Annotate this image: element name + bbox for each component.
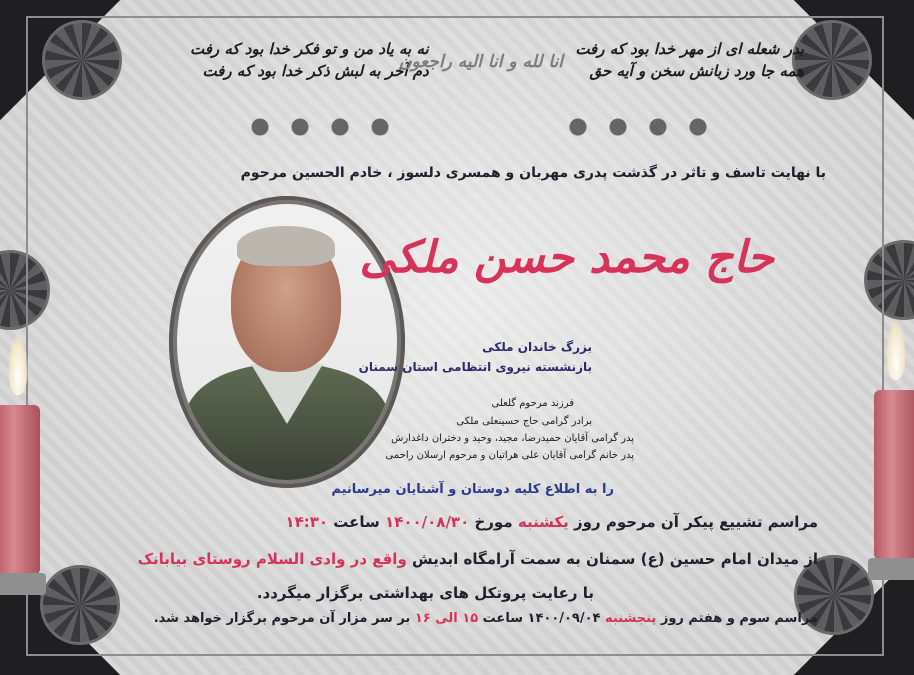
family-line: فرزند مرحوم گلعلی [491,398,574,409]
deceased-name: حاج محمد حسن ملکی [359,232,774,283]
ceremony-text: مراسم سوم و هفتم روز [660,611,818,626]
ceremony-line-3: با رعایت پروتکل های بهداشتی برگزار میگردد. [256,584,594,602]
ceremony-time: ۱۴:۳۰ [285,513,329,531]
quran-calligraphy: انا لله و انا الیه راجعون [398,52,564,72]
candle-icon [874,380,914,580]
ceremony-time-range: ۱۵ الی ۱۶ [414,611,479,626]
family-line: برادر گرامی حاج حسینعلی ملکی [456,416,592,427]
family-line: پدر گرامی آقایان حمیدرضا، مجید، وحید و دختران داغدارش [391,433,634,444]
family-line: پدر خانم گرامی آقایان علی هراتیان و مرحوم ارسلان راحمی [385,450,634,461]
ceremony-day: پنجشنبه [605,611,657,626]
title-line: بزرگ خاندان ملکی [482,340,592,354]
intro-text: با نهایت تاسف و تاثر در گذشت پدری مهربان و همسری دلسوز ، خادم الحسین مرحوم [240,165,826,181]
ceremony-text: مورخ [474,513,513,531]
poem-line: همه جا ورد زبانش سخن و آیه حق [589,62,804,80]
ceremony-date: ۱۴۰۰/۰۹/۰۴ [527,611,601,626]
ceremony-date: ۱۴۰۰/۰۸/۳۰ [385,513,470,531]
poem-line: دم آخر به لبش ذکر خدا بود که رفت [202,62,429,80]
floral-ornament-icon [562,112,712,142]
ceremony-line-1 [285,513,818,531]
candle-icon [0,395,40,595]
floral-ornament-icon [244,112,394,142]
poem-right [575,38,804,82]
title-line: بازنشسته نیروی انتظامی استان سمنان [358,360,592,374]
inform-line: را به اطلاع کلیه دوستان و آشنایان میرسانیم [331,482,614,497]
footer-families: از طرف خانواده های داغدار ملکی ، صبوری ، هراتیان ، راحمی ، کرکه آبادی ، بصیری فر ، ابزد فر ، انجی و کلیه اقوام وابسته [228,661,692,671]
ceremony-day: یکشنبه [517,513,569,531]
ceremony-line-2 [138,550,818,568]
ceremony-line-4 [154,611,818,626]
ceremony-text: از میدان امام حسین (ع) سمنان به سمت آرامگاه ابدیش [412,550,818,568]
poem-line: نه به یاد من و تو فکر خدا بود که رفت [190,40,429,58]
ceremony-text: ساعت [482,611,523,626]
poem-line: بدر شعله ای از مهر خدا بود که رفت [575,40,804,58]
ceremony-text: مراسم تشییع پیکر آن مرحوم روز [574,513,818,531]
ceremony-place: واقع در وادی السلام روستای بیابانک [137,550,407,568]
ceremony-text: بر سر مزار آن مرحوم برگزار خواهد شد. [153,611,411,626]
ceremony-text: ساعت [333,513,380,531]
